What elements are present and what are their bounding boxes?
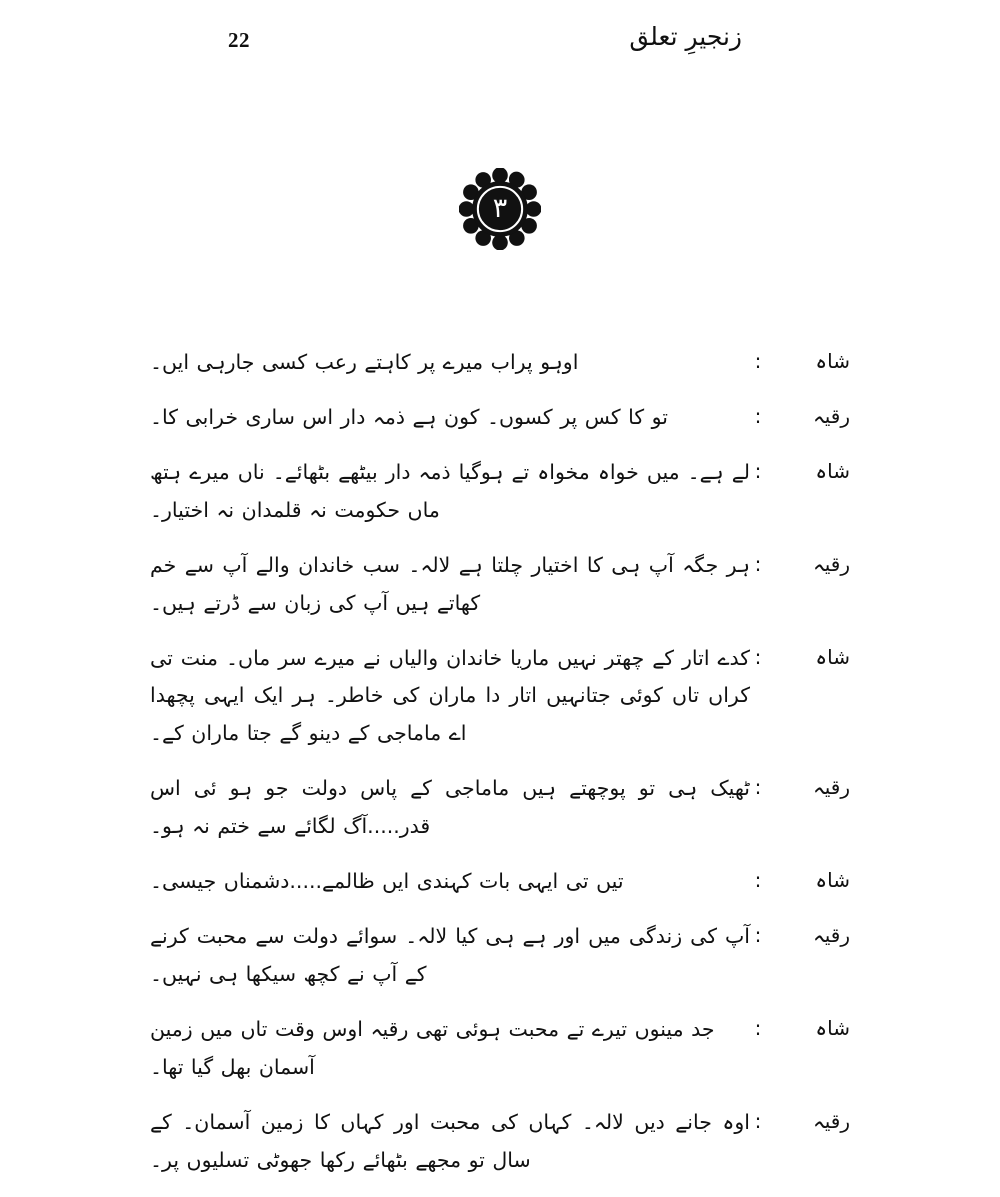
- dialogue-line: [150, 344, 850, 382]
- speaker-name: شاہ: [815, 644, 850, 669]
- speech-text: ٹھیک ہی تو پوچھتے ہیں ماماجی کے پاس دولت جو ہو ئی اس قدر.....آگ لگائے سے ختم نہ ہو۔: [150, 776, 750, 839]
- speech-text: اوہ جانے دیں لالہ۔ کہاں کی محبت اور کہاں کا زمین آسمان۔ کے سال تو مجھے بٹھائے رکھا جھوٹی تسلیوں پر۔: [150, 1109, 750, 1172]
- dialogue-line: [150, 770, 850, 846]
- speaker-separator: :: [754, 551, 762, 576]
- speaker-separator: :: [754, 775, 762, 800]
- speaker-name: رقیہ: [813, 923, 850, 948]
- book-title: زنجیرِ تعلق: [629, 22, 742, 51]
- dialogue-line: [150, 1011, 850, 1087]
- speech-text: آپ کی زندگی میں اور ہے ہی کیا لالہ۔ سوائے دولت سے محبت کرنے کے آپ نے کچھ سیکھا ہی نہیں۔: [150, 924, 750, 986]
- dialogue-line: [150, 640, 850, 754]
- speaker-separator: :: [754, 349, 762, 373]
- speaker-separator: :: [754, 644, 762, 669]
- speaker-separator: :: [754, 923, 762, 948]
- speaker-separator: :: [754, 868, 762, 893]
- speaker-name: رقیہ: [813, 1108, 850, 1133]
- page-number: 22: [228, 28, 250, 52]
- speech-text: کدے اتار کے چھتر نہیں ماریا خاندان والیاں نے میرے سر ماں۔ منت تی کراں تاں کوئی جتانہیں اتار دا ماران کی خاطر۔ ہر ایک ایہی پچھدا اے ماماجی کے دینو گے جتا ماران کے۔: [150, 645, 750, 746]
- speaker-name: شاہ: [815, 868, 850, 893]
- page-header: [0, 14, 1000, 60]
- dialogue-line: [150, 863, 850, 901]
- speaker-separator: :: [754, 1108, 762, 1133]
- speech-text: لے ہے۔ میں خواہ مخواہ تے ہوگیا ذمہ دار بیٹھے بٹھائے۔ ناں میرے ہتھ ماں حکومت نہ قلمدان نہ اختیار۔: [150, 459, 750, 522]
- dialogue-line: [150, 547, 850, 623]
- chapter-number: ۳: [492, 192, 508, 224]
- speech-text: ہر جگہ آپ ہی کا اختیار چلتا ہے لالہ۔ سب خاندان والے آپ سے خم کھاتے ہیں آپ کی زبان سے ڈرتے ہیں۔: [150, 552, 750, 615]
- speaker-name: شاہ: [815, 458, 850, 483]
- chapter-heading: [0, 168, 1000, 250]
- speaker-separator: :: [754, 1015, 762, 1040]
- speech-text: اوہو پراب میرے پر کاہتے رعب کسی جارہی ایں۔: [150, 350, 579, 374]
- speaker-separator: :: [754, 458, 762, 483]
- speech-text: جد مینوں تیرے تے محبت ہوئی تھی رقیہ اوس وقت تاں میں زمین آسمان بھل گیا تھا۔: [150, 1016, 715, 1079]
- speaker-name: شاہ: [815, 349, 850, 373]
- dialogue-line: [150, 399, 850, 437]
- speaker-name: رقیہ: [813, 551, 850, 576]
- dialogue-body: [150, 344, 850, 1197]
- speech-text: تیں تی ایہی بات کہندی ایں ظالمے.....دشمناں جیسی۔: [150, 869, 624, 894]
- dialogue-line: [150, 1104, 850, 1180]
- speaker-separator: :: [754, 403, 762, 428]
- speech-text: تو کا کس پر کسوں۔ کون ہے ذمہ دار اس ساری خرابی کا۔: [150, 404, 668, 429]
- dialogue-line: [150, 918, 850, 994]
- speaker-name: شاہ: [815, 1015, 850, 1040]
- dialogue-line: [150, 454, 850, 530]
- flower-ornament-icon: [459, 168, 541, 250]
- speaker-name: رقیہ: [813, 403, 850, 428]
- speaker-name: رقیہ: [813, 775, 850, 800]
